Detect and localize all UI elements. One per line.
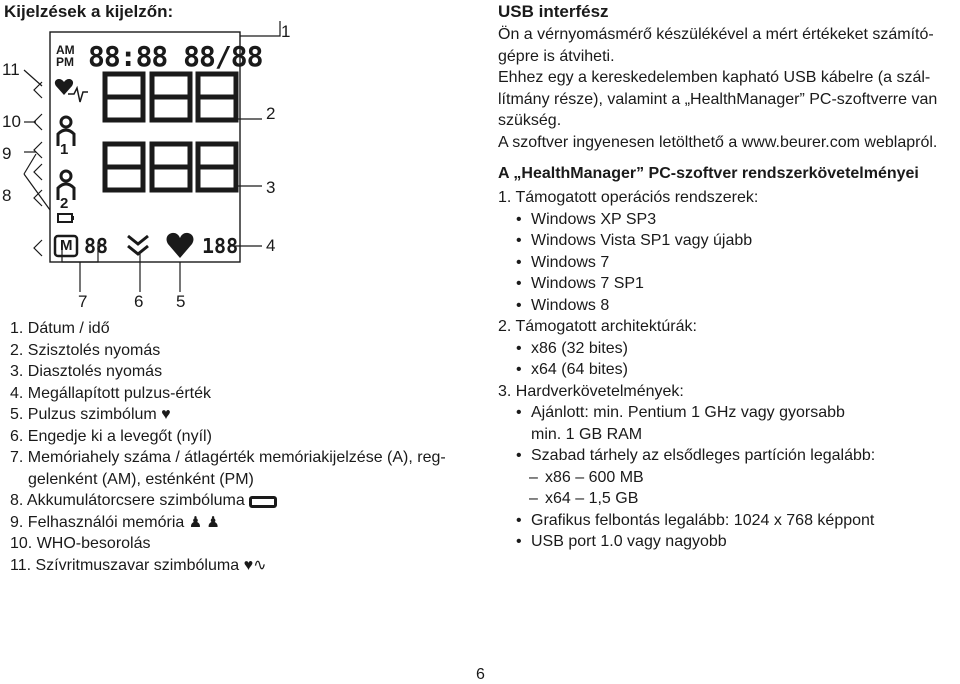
arch-heading: 2. Támogatott architektúrák: <box>498 318 697 335</box>
pulse-digits: 188 <box>202 234 239 258</box>
legend-item: 4. Megállapított pulzus-érték <box>10 384 211 402</box>
battery-icon <box>249 496 277 508</box>
memory-letter: M <box>60 237 73 254</box>
list-item: • Ajánlott: min. Pentium 1 GHz vagy gyorsabb <box>531 402 958 424</box>
list-item: – x86 – 600 MB <box>545 467 958 489</box>
callout-1: 1 <box>281 22 291 41</box>
list-item: • USB port 1.0 vagy nagyobb <box>531 531 958 553</box>
page-number: 6 <box>476 666 485 683</box>
callout-10: 10 <box>2 112 21 131</box>
release-air-arrow-icon <box>128 236 148 254</box>
callout-11: 11 <box>2 60 20 79</box>
legend-item: 6. Engedje ki a levegőt (nyíl) <box>10 427 212 445</box>
list-item: • Grafikus felbontás legalább: 1024 x 768 képpont <box>531 510 958 532</box>
legend-item: 2. Szisztolés nyomás <box>10 341 161 359</box>
legend-item: 5. Pulzus szimbólum ♥ <box>10 406 171 423</box>
legend-item: 8. Akkumulátorcsere szimbóluma <box>10 490 480 512</box>
display-heading: Kijelzések a kijelzőn: <box>4 2 174 21</box>
list-item: • Windows 7 SP1 <box>531 273 958 295</box>
callout-8: 8 <box>2 186 12 205</box>
legend-item: 3. Diasztolés nyomás <box>10 363 163 380</box>
legend-item: 1. Dátum / idő <box>10 320 110 337</box>
list-item: • Windows Vista SP1 vagy újabb <box>531 230 958 252</box>
lcd-digit-segments <box>105 74 236 190</box>
list-item: • x64 (64 bites) <box>531 359 958 381</box>
callout-3: 3 <box>266 178 276 197</box>
arrhythmia-heart-icon: ♥∿ <box>243 556 267 574</box>
legend-item: 11. Szívritmuszavar szimbóluma ♥∿ <box>10 556 267 574</box>
list-item: • x86 (32 bites) <box>531 338 958 360</box>
legend-item: gelenként (AM), esténként (PM) <box>28 470 254 488</box>
user1-digit: 1 <box>60 141 69 158</box>
legend-list <box>10 318 480 576</box>
callout-2: 2 <box>266 104 276 123</box>
datetime-digits: 88:88 88/88 <box>88 40 263 73</box>
pulse-heart-icon: ♥ <box>161 406 171 423</box>
callout-4: 4 <box>266 236 276 255</box>
list-item: – x64 – 1,5 GB <box>545 488 958 510</box>
pulse-heart-icon <box>167 233 194 258</box>
am-indicator: AM <box>56 43 75 57</box>
callout-7: 7 <box>78 292 88 311</box>
legend-item: 10. WHO-besorolás <box>10 535 151 552</box>
list-item: min. 1 GB RAM <box>531 425 643 443</box>
os-heading: 1. Támogatott operációs rendszerek: <box>498 189 759 206</box>
list-item: • Windows 7 <box>531 252 958 274</box>
battery-icon <box>58 214 72 222</box>
list-item: • Windows XP SP3 <box>531 209 958 231</box>
requirements-heading: A „HealthManager” PC-szoftver rendszerkövetelményei <box>498 165 919 182</box>
callout-9: 9 <box>2 144 12 163</box>
legend-item: 7. Memóriahely száma / átlagérték memóriakijelzése (A), reg- <box>10 449 446 466</box>
usb-heading: USB interfész <box>498 2 609 21</box>
callout-5: 5 <box>176 292 186 311</box>
user-memory-icon: ♟ ♟ <box>188 513 220 531</box>
right-column <box>498 2 958 553</box>
user-memory-icons <box>58 117 74 200</box>
usb-paragraph: Ön a vérnyomásmérő készülékével a mért értékeket számító- gépre is átviheti. Ehhez egy a kereskedelemben kapható USB kábelre (a szál- lítmány része), valamint a „HealthManager” PC-szoftverre van szükség. A szoftver ingyenesen letölthető a www.beurer.com weblapról. <box>498 26 938 151</box>
list-item: • Windows 8 <box>531 295 958 317</box>
arrhythmia-heart-icon <box>55 79 88 102</box>
legend-item: 9. Felhasználói memória ♟ ♟ <box>10 513 220 531</box>
callout-6: 6 <box>134 292 144 311</box>
list-item: • Szabad tárhely az elsődleges partíción legalább: <box>531 445 958 467</box>
user2-digit: 2 <box>60 195 69 212</box>
pm-indicator: PM <box>56 55 74 69</box>
hw-heading: 3. Hardverkövetelmények: <box>498 382 684 400</box>
memory-digits: 88 <box>84 234 109 258</box>
